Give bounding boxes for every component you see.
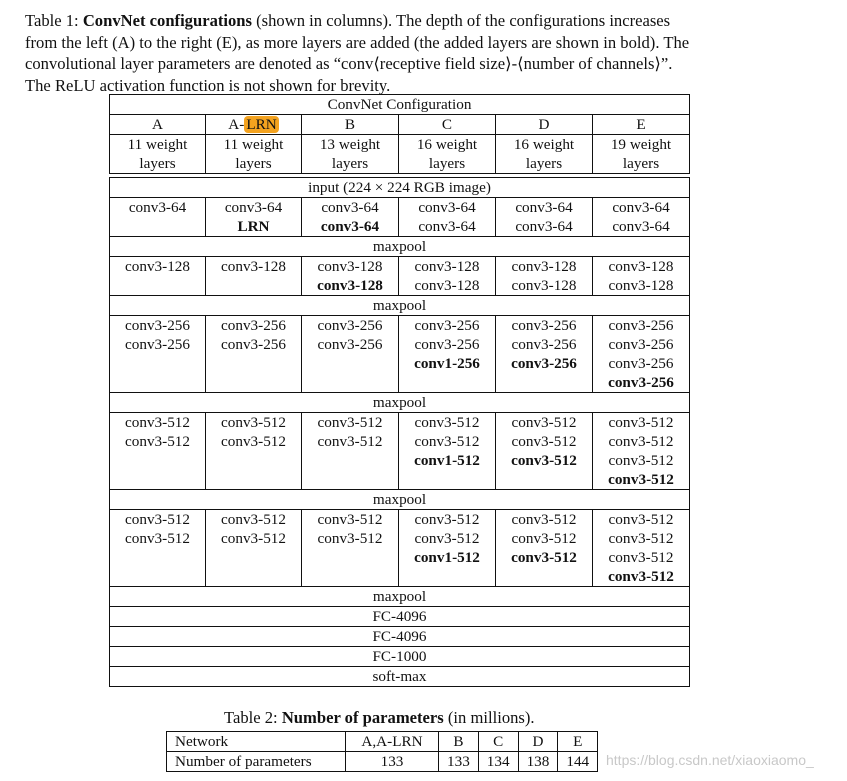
table2-title: Number of parameters xyxy=(281,708,444,727)
layer-entry: conv3-64 xyxy=(515,218,573,235)
params-value-d: 138 xyxy=(518,752,558,772)
config-block-cell xyxy=(110,198,206,237)
config-input: input (224 × 224 RGB image) xyxy=(110,178,690,198)
config-block-cell xyxy=(496,257,593,296)
params-value-b: 133 xyxy=(439,752,479,772)
config-block-cell xyxy=(399,413,496,490)
config-block-row xyxy=(110,510,690,587)
config-row-config-input xyxy=(110,178,690,198)
config-col-name: E xyxy=(593,115,690,135)
config-maxpool: maxpool xyxy=(110,587,690,607)
config-block-cell xyxy=(593,413,690,490)
layer-entry: conv3-256 xyxy=(125,336,190,353)
layer-entry: conv3-64 xyxy=(128,199,187,216)
config-block-cell xyxy=(496,413,593,490)
config-maxpool: maxpool xyxy=(110,296,690,316)
layer-entry: conv3-512 xyxy=(221,433,286,450)
config-block-cell xyxy=(593,316,690,393)
layer-entry: conv3-512 xyxy=(608,471,674,488)
layer-entry: conv3-256 xyxy=(221,336,286,353)
params-header-e: E xyxy=(558,732,598,752)
config-col-name: A xyxy=(110,115,206,135)
layer-entry: conv3-256 xyxy=(317,317,383,334)
params-value-row xyxy=(167,752,598,772)
config-col-depth xyxy=(593,135,690,174)
config-depth-line: 16 weight xyxy=(416,136,478,153)
layer-entry: conv3-512 xyxy=(221,530,286,547)
layer-entry: conv3-512 xyxy=(414,511,480,528)
layer-entry: conv3-64 xyxy=(418,199,476,216)
config-row-config-fc-3 xyxy=(110,647,690,667)
layer-entry: conv3-64 xyxy=(320,218,380,235)
layer-entry: conv1-256 xyxy=(414,355,480,372)
params-value-a: 133 xyxy=(346,752,439,772)
config-col-name xyxy=(206,115,302,135)
config-depth-line: layers xyxy=(525,155,563,172)
layer-entry: conv3-128 xyxy=(317,277,383,294)
config-depth-line: layers xyxy=(235,155,272,172)
config-row-config-maxpool xyxy=(110,393,690,413)
layer-entry: conv3-256 xyxy=(511,336,577,353)
layer-entry: conv3-256 xyxy=(221,317,286,334)
table2-caption xyxy=(224,708,535,728)
config-maxpool: maxpool xyxy=(110,490,690,510)
layer-entry: conv3-256 xyxy=(414,317,480,334)
convnet-config-table xyxy=(109,94,690,687)
config-col-depth xyxy=(399,135,496,174)
config-block-row xyxy=(110,198,690,237)
layer-entry: conv3-512 xyxy=(125,511,190,528)
layer-entry: conv3-256 xyxy=(511,355,577,372)
layer-entry: conv3-512 xyxy=(608,568,674,585)
config-block-cell xyxy=(399,316,496,393)
config-block-cell xyxy=(593,257,690,296)
config-fc-1: FC-4096 xyxy=(110,607,690,627)
layer-entry: conv3-256 xyxy=(125,317,190,334)
config-block-row xyxy=(110,257,690,296)
params-value-e: 144 xyxy=(558,752,598,772)
config-fc-2: FC-4096 xyxy=(110,627,690,647)
layer-entry: conv3-64 xyxy=(612,218,670,235)
layer-entry: conv3-512 xyxy=(511,530,577,547)
config-block-cell xyxy=(206,510,302,587)
config-col-depth xyxy=(206,135,302,174)
config-col-depth xyxy=(110,135,206,174)
config-block-cell xyxy=(399,510,496,587)
config-depth-line: layers xyxy=(622,155,660,172)
config-header: ConvNet Configuration xyxy=(110,95,690,115)
caption-title: ConvNet configurations xyxy=(82,11,252,30)
layer-entry: conv3-512 xyxy=(125,414,190,431)
layer-entry: conv3-256 xyxy=(608,355,674,372)
caption-line-3: convolutional layer parameters are denoted as “conv⟨receptive field size⟩-⟨number of channels⟩”. xyxy=(25,54,673,73)
layer-entry: conv3-512 xyxy=(511,452,577,469)
config-softmax: soft-max xyxy=(110,667,690,687)
layer-entry: conv3-128 xyxy=(608,258,674,275)
config-depth-line: layers xyxy=(331,155,369,172)
layer-entry: conv3-128 xyxy=(221,258,286,275)
config-block-cell xyxy=(302,257,399,296)
config-row-config-maxpool xyxy=(110,237,690,257)
config-col-depth xyxy=(302,135,399,174)
config-names-row xyxy=(110,115,690,135)
config-block-cell xyxy=(496,510,593,587)
config-block-cell xyxy=(593,198,690,237)
config-block-cell xyxy=(302,413,399,490)
config-block-cell xyxy=(593,510,690,587)
config-depth-line: layers xyxy=(428,155,466,172)
params-header-b: B xyxy=(439,732,479,752)
config-depth-line: layers xyxy=(139,155,176,172)
layer-entry: conv3-512 xyxy=(608,549,674,566)
config-block-row xyxy=(110,413,690,490)
config-depth-line: 19 weight xyxy=(610,136,672,153)
layer-entry: conv3-512 xyxy=(221,414,286,431)
layer-entry: conv3-128 xyxy=(317,258,383,275)
layer-entry: conv3-64 xyxy=(321,199,379,216)
layer-entry: conv1-512 xyxy=(414,452,480,469)
layer-entry: conv3-64 xyxy=(515,199,573,216)
config-block-cell xyxy=(206,316,302,393)
config-col-name: C xyxy=(399,115,496,135)
config-depth-line: 16 weight xyxy=(513,136,575,153)
layer-entry: conv3-128 xyxy=(511,258,577,275)
config-block-cell xyxy=(206,413,302,490)
config-row-config-softmax xyxy=(110,667,690,687)
config-block-cell xyxy=(496,316,593,393)
caption-line-4: The ReLU activation function is not shown for brevity. xyxy=(25,75,391,95)
config-depth-row xyxy=(110,135,690,174)
config-col-depth xyxy=(496,135,593,174)
params-header-row xyxy=(167,732,598,752)
config-col-name: B xyxy=(302,115,399,135)
config-row-config-fc-1 xyxy=(110,607,690,627)
layer-entry: conv3-512 xyxy=(317,414,383,431)
config-block-cell xyxy=(302,510,399,587)
table1-caption xyxy=(25,10,800,96)
layer-entry: conv3-512 xyxy=(511,511,577,528)
layer-entry: conv3-512 xyxy=(221,511,286,528)
layer-entry: conv3-512 xyxy=(608,452,674,469)
layer-entry: conv3-256 xyxy=(608,374,674,391)
config-row-config-fc-2 xyxy=(110,627,690,647)
layer-entry: conv3-128 xyxy=(125,258,190,275)
caption-line-2: from the left (A) to the right (E), as more layers are added (the added layers are shown in bold). The xyxy=(25,32,690,52)
config-block-cell xyxy=(399,198,496,237)
config-row-config-maxpool xyxy=(110,587,690,607)
layer-entry: conv3-128 xyxy=(608,277,674,294)
layer-entry: conv3-512 xyxy=(511,549,577,566)
config-block-cell xyxy=(110,510,206,587)
config-block-cell xyxy=(206,257,302,296)
params-header-d: D xyxy=(518,732,558,752)
layer-entry: conv3-256 xyxy=(608,336,674,353)
layer-entry: conv3-256 xyxy=(414,336,480,353)
layer-entry: conv3-256 xyxy=(511,317,577,334)
layer-entry: conv3-128 xyxy=(511,277,577,294)
layer-entry: conv3-64 xyxy=(612,199,670,216)
config-col-name: D xyxy=(496,115,593,135)
config-row-config-header xyxy=(110,95,690,115)
params-header-c: C xyxy=(478,732,518,752)
params-header-a: A,A-LRN xyxy=(346,732,439,752)
layer-entry: conv3-64 xyxy=(418,218,476,235)
config-block-cell xyxy=(399,257,496,296)
config-depth-line: 13 weight xyxy=(319,136,381,153)
config-block-cell xyxy=(110,413,206,490)
layer-entry: conv3-64 xyxy=(224,199,283,216)
layer-entry: conv3-512 xyxy=(608,433,674,450)
layer-entry: conv3-512 xyxy=(414,433,480,450)
params-table xyxy=(166,731,598,772)
params-value-c: 134 xyxy=(478,752,518,772)
config-depth-line: 11 weight xyxy=(127,136,188,153)
layer-entry: conv3-512 xyxy=(317,511,383,528)
layer-entry: conv3-512 xyxy=(317,530,383,547)
config-fc-3: FC-1000 xyxy=(110,647,690,667)
watermark: https://blog.csdn.net/xiaoxiaomo_ xyxy=(606,752,814,768)
layer-entry: conv1-512 xyxy=(414,549,480,566)
layer-entry: conv3-512 xyxy=(511,433,577,450)
params-row-label: Number of parameters xyxy=(167,752,346,772)
config-row-config-maxpool xyxy=(110,490,690,510)
config-block-row xyxy=(110,316,690,393)
layer-entry: conv3-512 xyxy=(414,530,480,547)
config-maxpool: maxpool xyxy=(110,237,690,257)
table2-rest: (in millions). xyxy=(443,708,535,727)
config-depth-line: 11 weight xyxy=(223,136,284,153)
layer-entry: LRN xyxy=(237,218,270,235)
layer-entry: conv3-512 xyxy=(608,530,674,547)
layer-entry: conv3-512 xyxy=(125,530,190,547)
config-block-cell xyxy=(302,198,399,237)
config-maxpool: maxpool xyxy=(110,393,690,413)
config-block-cell xyxy=(110,316,206,393)
layer-entry: conv3-128 xyxy=(414,258,480,275)
layer-entry: conv3-256 xyxy=(608,317,674,334)
config-col-name-highlight: LRN xyxy=(246,116,277,133)
table2-label: Table 2: xyxy=(224,708,278,727)
config-block-cell xyxy=(206,198,302,237)
layer-entry: conv3-512 xyxy=(608,414,674,431)
config-block-cell xyxy=(302,316,399,393)
caption-label: Table 1: xyxy=(25,11,79,30)
caption-line-1 xyxy=(25,10,800,32)
config-col-name-prefix: A- xyxy=(228,116,245,133)
params-header-network: Network xyxy=(167,732,346,752)
layer-entry: conv3-512 xyxy=(608,511,674,528)
layer-entry: conv3-512 xyxy=(414,414,480,431)
layer-entry: conv3-512 xyxy=(125,433,190,450)
layer-entry: conv3-256 xyxy=(317,336,383,353)
layer-entry: conv3-512 xyxy=(511,414,577,431)
config-row-config-maxpool xyxy=(110,296,690,316)
caption-line-1-rest: (shown in columns). The depth of the configurations increases xyxy=(252,11,671,30)
config-block-cell xyxy=(496,198,593,237)
layer-entry: conv3-128 xyxy=(414,277,480,294)
config-block-cell xyxy=(110,257,206,296)
layer-entry: conv3-512 xyxy=(317,433,383,450)
